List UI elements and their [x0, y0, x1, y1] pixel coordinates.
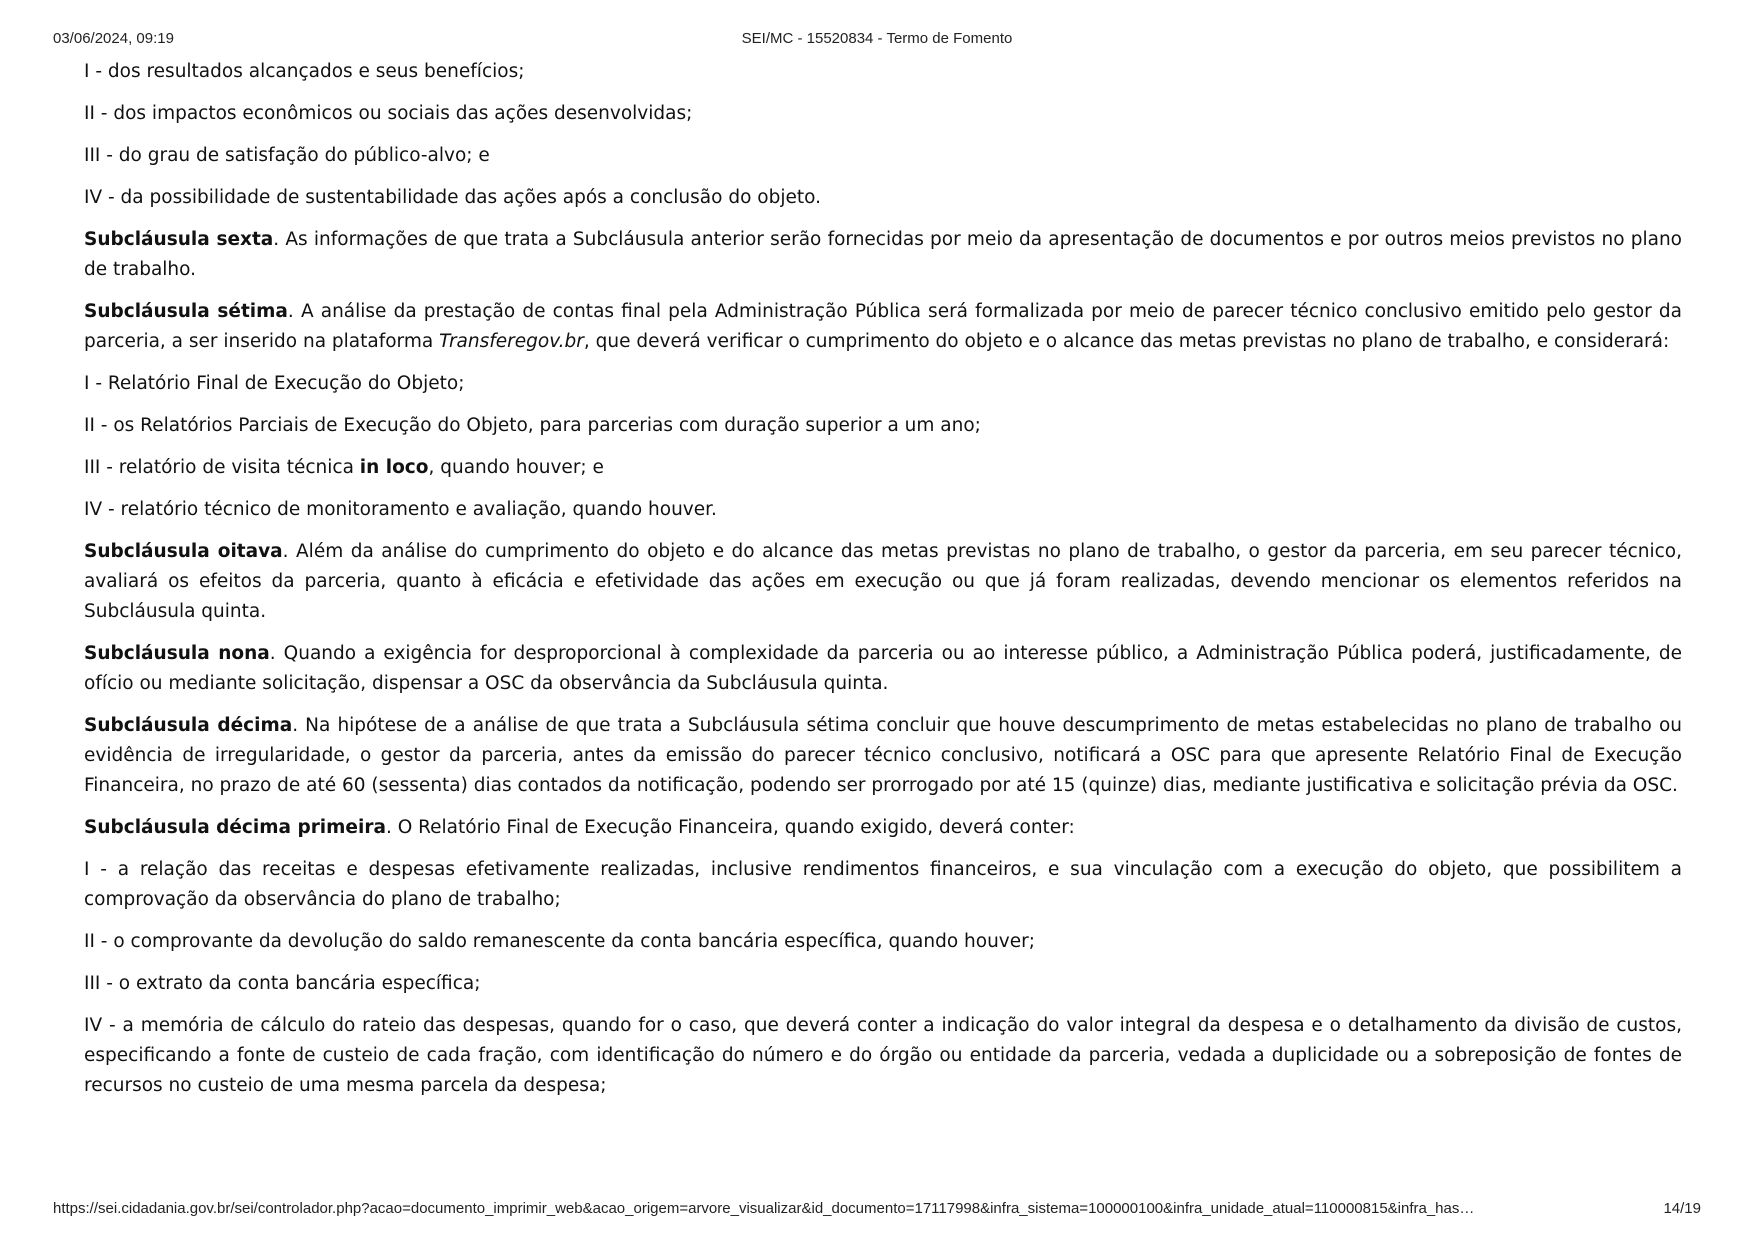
paragraph-item-iv — [84, 495, 1682, 525]
subclause-sexta — [84, 225, 1682, 285]
paragraph-item-iv — [84, 1011, 1682, 1101]
paragraph-text: III - o extrato da conta bancária específica; — [84, 973, 481, 994]
subclause-heading: Subcláusula décima — [84, 715, 293, 736]
paragraph-text: III - relatório de visita técnica — [84, 457, 360, 478]
paragraph-text: III - do grau de satisfação do público-alvo; e — [84, 145, 490, 166]
paragraph-item-ii — [84, 927, 1682, 957]
paragraph-text: IV - a memória de cálculo do rateio das despesas, quando for o caso, que deverá conter a indicação do valor integral da despesa e o detalhamento da divisão de custos, especificando a fonte de custeio de cada fração, com identificação do número e do órgão ou entidade da parceria, vedada a duplicidade ou a sobreposição de fontes de recursos no custeio de uma mesma parcela da despesa; — [84, 1015, 1682, 1096]
paragraph-text: IV - relatório técnico de monitoramento e avaliação, quando houver. — [84, 499, 717, 520]
paragraph-text: . Além da análise do cumprimento do objeto e do alcance das metas previstas no plano de trabalho, o gestor da parceria, em seu parecer técnico, avaliará os efeitos da parceria, quanto à eficácia e efetividade das ações em execução ou que já foram realizadas, devendo mencionar os elementos referidos na Subcláusula quinta. — [84, 541, 1683, 622]
subclause-decima-primeira — [84, 813, 1682, 843]
subclause-heading: Subcláusula sétima — [84, 301, 288, 322]
paragraph-text: I - dos resultados alcançados e seus benefícios; — [84, 61, 525, 82]
subclause-decima — [84, 711, 1682, 801]
subclause-oitava — [84, 537, 1682, 627]
paragraph-text: . As informações de que trata a Subcláusula anterior serão fornecidas por meio da apresentação de documentos e por outros meios previstos no plano de trabalho. — [84, 229, 1682, 280]
platform-name: Transferegov.br — [439, 331, 584, 352]
paragraph-item-ii — [84, 411, 1682, 441]
paragraph-item-iv — [84, 183, 1682, 213]
paragraph-item-i — [84, 57, 1682, 87]
emphasis-text: in loco — [359, 457, 429, 478]
paragraph-text: . Na hipótese de a análise de que trata a Subcláusula sétima concluir que houve descumprimento de metas estabelecidas no plano de trabalho ou evidência de irregularidade, o gestor da parceria, antes da emissão do parecer técnico conclusivo, notificará a OSC para que apresente Relatório Final de Execução Financeira, no prazo de até 60 (sessenta) dias contados da notificação, podendo ser prorrogado por até 15 (quinze) dias, mediante justificativa e solicitação prévia da OSC. — [84, 715, 1682, 796]
paragraph-text: , quando houver; e — [428, 457, 604, 478]
paragraph-text: . A análise da prestação de contas final pela Administração Pública será formalizada por meio de parecer técnico conclusivo emitido pelo gestor da parceria, a ser inserido na plataforma — [84, 301, 1682, 352]
subclause-heading: Subcláusula décima primeira — [84, 817, 386, 838]
paragraph-text: II - dos impactos econômicos ou sociais das ações desenvolvidas; — [84, 103, 693, 124]
document-url: https://sei.cidadania.gov.br/sei/controlador.php?acao=documento_imprimir_web&acao_origem=arvore_visualizar&id_documento=17117998&infra_sistema=100000100&infra_unidade_atual=110000815&infra_has… — [53, 1200, 1475, 1217]
paragraph-item-iii — [84, 969, 1682, 999]
paragraph-text: I - Relatório Final de Execução do Objeto; — [84, 373, 465, 394]
subclause-heading: Subcláusula oitava — [84, 541, 283, 562]
paragraph-text: IV - da possibilidade de sustentabilidade das ações após a conclusão do objeto. — [84, 187, 821, 208]
paragraph-item-i — [84, 369, 1682, 399]
print-datetime: 03/06/2024, 09:19 — [53, 30, 174, 47]
document-body — [84, 57, 1682, 1113]
document-title: SEI/MC - 15520834 - Termo de Fomento — [741, 30, 1013, 47]
paragraph-text: II - os Relatórios Parciais de Execução do Objeto, para parcerias com duração superior a um ano; — [84, 415, 981, 436]
paragraph-text: , que deverá verificar o cumprimento do objeto e o alcance das metas previstas no plano de trabalho, e considerará: — [583, 331, 1670, 352]
page-indicator: 14/19 — [1663, 1200, 1701, 1217]
paragraph-item-iii — [84, 141, 1682, 171]
subclause-heading: Subcláusula nona — [84, 643, 270, 664]
print-footer — [53, 1200, 1701, 1220]
subclause-nona — [84, 639, 1682, 699]
print-header — [53, 30, 1701, 50]
paragraph-text: . O Relatório Final de Execução Financeira, quando exigido, deverá conter: — [385, 817, 1075, 838]
paragraph-item-i — [84, 855, 1682, 915]
subclause-heading: Subcláusula sexta — [84, 229, 274, 250]
paragraph-text: I - a relação das receitas e despesas efetivamente realizadas, inclusive rendimentos financeiros, e sua vinculação com a execução do objeto, que possibilitem a comprovação da observância do plano de trabalho; — [84, 859, 1682, 910]
paragraph-text: . Quando a exigência for desproporcional à complexidade da parceria ou ao interesse público, a Administração Pública poderá, justificadamente, de ofício ou mediante solicitação, dispensar a OSC da observância da Subcláusula quinta. — [84, 643, 1682, 694]
paragraph-item-iii — [84, 453, 1682, 483]
subclause-setima — [84, 297, 1682, 357]
paragraph-item-ii — [84, 99, 1682, 129]
paragraph-text: II - o comprovante da devolução do saldo remanescente da conta bancária específica, quando houver; — [84, 931, 1035, 952]
